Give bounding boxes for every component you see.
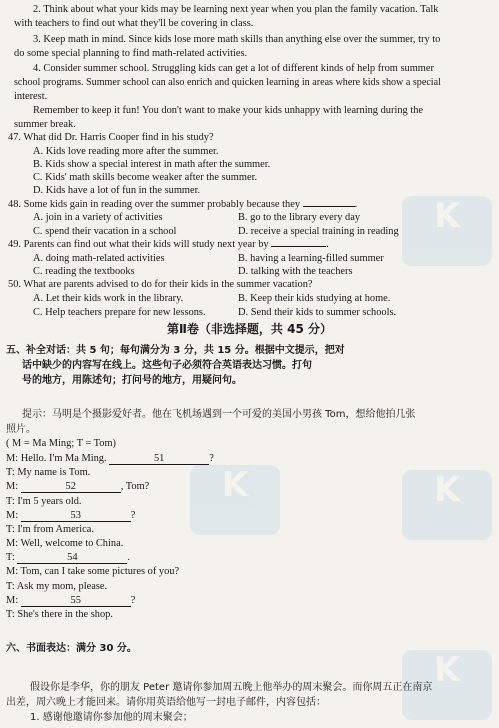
section-title: 六、书面表达：满分 30 分。 <box>6 643 137 654</box>
option: B. Kids show a special interest in math after the summer. <box>33 159 271 170</box>
watermark-logo: K <box>402 650 492 720</box>
option: B. having a learning-filled summer <box>238 253 384 264</box>
option: C. reading the textbooks <box>33 266 135 277</box>
dialog-line: M: 53 ? <box>6 510 136 521</box>
watermark-logo: K <box>402 470 492 540</box>
watermark-logo: K <box>402 196 492 266</box>
passage-line: summer break. <box>14 119 76 130</box>
question-stem: 49. Parents can find out what their kids will study next year by . <box>8 239 329 250</box>
dialog-line: T: I'm from America. <box>6 524 94 535</box>
option: A. Let their kids work in the library. <box>33 293 184 304</box>
prompt-text: 出差，周六晚上才能回来。请你用英语给他写一封电子邮件，内容包括： <box>6 697 326 708</box>
dialog-line: T: My name is Tom. <box>6 467 91 478</box>
speaker-legend: ( M = Ma Ming; T = Tom) <box>6 438 116 449</box>
option: B. Keep their kids studying at home. <box>238 293 391 304</box>
dialog-line: T: 54 . <box>6 552 130 563</box>
passage-line: 3. Keep math in mind. Since kids lose more math skills than anything else over the summer, try to <box>33 34 441 45</box>
section-title-line: 号的地方，用陈述句；打问号的地方，用疑问句。 <box>22 375 242 386</box>
answer-blank <box>271 246 326 247</box>
option: A. join in a variety of activities <box>33 212 163 223</box>
hint-text: 照片。 <box>6 424 36 435</box>
dialog-line: T: She's there in the shop. <box>6 609 113 620</box>
watermark-logo: K <box>190 465 280 535</box>
dialog-line: M: Tom, can I take some pictures of you? <box>6 566 180 577</box>
option: C. Help teachers prepare for new lessons. <box>33 307 206 318</box>
part-title: 第Ⅱ卷（非选择题，共 45 分） <box>167 322 332 336</box>
option: C. spend their vacation in a school <box>33 226 177 237</box>
section-title-line: 话中缺少的内容写在线上。这些句子必须符合英语表达习惯。打句 <box>22 360 312 371</box>
dialog-line: M: 52 , Tom? <box>6 481 150 492</box>
question-stem: 50. What are parents advised to do for their kids in the summer vacation? <box>8 279 313 290</box>
option: D. receive a special training in reading <box>238 226 399 237</box>
option: D. Kids have a lot of fun in the summer. <box>33 185 201 196</box>
passage-line: school programs. Summer school can also enrich and quicken learning in areas where kids show a special <box>14 77 441 88</box>
answer-blank: 54 <box>17 552 127 564</box>
passage-line: do some special planning to find math-related activities. <box>14 48 248 59</box>
passage-line: interest. <box>14 91 48 102</box>
passage-line: 4. Consider summer school. Struggling kids can get a lot of different kinds of help from summer <box>33 63 434 74</box>
option: D. Send their kids to summer schools. <box>238 307 397 318</box>
dialog-line: M: Well, welcome to China. <box>6 538 124 549</box>
dialog-line: M: Hello. I'm Ma Ming. 51 ? <box>6 453 214 464</box>
dialog-line: T: I'm 5 years old. <box>6 496 82 507</box>
answer-blank: 55 <box>21 595 131 607</box>
dialog-line: M: 55 ? <box>6 595 136 606</box>
answer-blank: 53 <box>21 510 131 522</box>
option: C. Kids' math skills become weaker after the summer. <box>33 172 258 183</box>
answer-blank: 51 <box>109 453 209 465</box>
option: A. doing math-related activities <box>33 253 165 264</box>
option: B. go to the library every day <box>238 212 361 223</box>
answer-blank <box>303 206 355 207</box>
section-title: 五、补全对话：共 5 句；每句满分为 3 分，共 15 分。根据中文提示，把对 <box>6 345 345 356</box>
passage-line: 2. Think about what your kids may be learning next year when you plan the family vacation. Talk <box>33 4 439 15</box>
passage-line: Remember to keep it fun! You don't want to make your kids unhappy with learning during the <box>33 105 424 116</box>
passage-line: with teachers to find out what they'll be covering in class. <box>14 18 254 29</box>
prompt-text: 1. 感谢他邀请你参加他的周末聚会； <box>30 712 193 723</box>
option: D. talking with the teachers <box>238 266 353 277</box>
hint-text: 提示：马明是个摄影爱好者。他在飞机场遇到一个可爱的美国小男孩 Tom，想给他拍几张 <box>22 409 416 420</box>
dialog-line: T: Ask my mom, please. <box>6 581 108 592</box>
prompt-text: 假设你是李华，你的朋友 Peter 邀请你参加周五晚上他举办的周末聚会。而你周五正在南京 <box>30 682 433 693</box>
question-stem: 48. Some kids gain in reading over the summer probably because they . <box>8 199 358 210</box>
question-stem: 47. What did Dr. Harris Cooper find in his study? <box>8 132 214 143</box>
option: A. Kids love reading more after the summer. <box>33 146 219 157</box>
answer-blank: 52 <box>21 481 121 493</box>
